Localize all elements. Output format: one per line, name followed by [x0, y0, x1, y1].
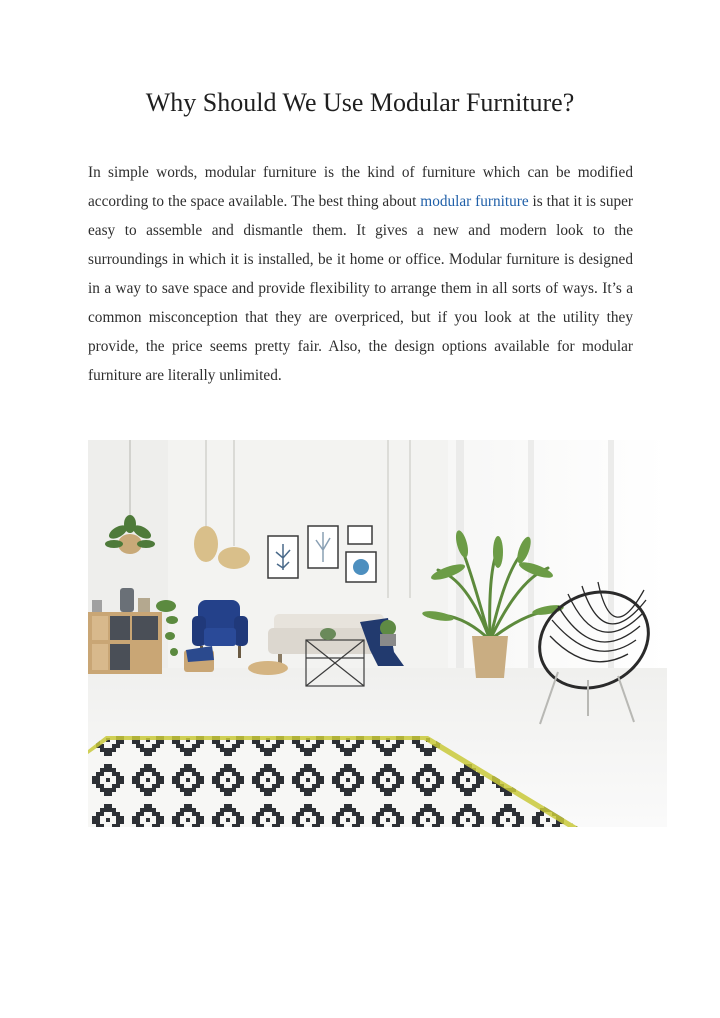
page-title: Why Should We Use Modular Furniture?	[145, 88, 575, 117]
modular-furniture-link[interactable]: modular furniture	[420, 193, 529, 210]
living-room-illustration	[88, 440, 667, 827]
intro-paragraph	[88, 158, 633, 390]
paragraph-text-end: is that it is super easy to assemble and dismantle them. It gives a new and modern look to the surroundings in which it is installed, be it home or office. Modular furniture is designed in a way to save space and provide flexibility to arrange them in all sorts of ways. It’s a common misconception that they are overpriced, but if you look at the utility they provide, the price seems pretty fair. Also, the design options available for modular furniture are literally unlimited.	[88, 193, 633, 384]
paragraph-text-start: In simple words, modular furniture is the kind of furniture which can be modified according to the space available. The best thing about	[88, 164, 633, 210]
living-room-photo	[88, 440, 667, 827]
